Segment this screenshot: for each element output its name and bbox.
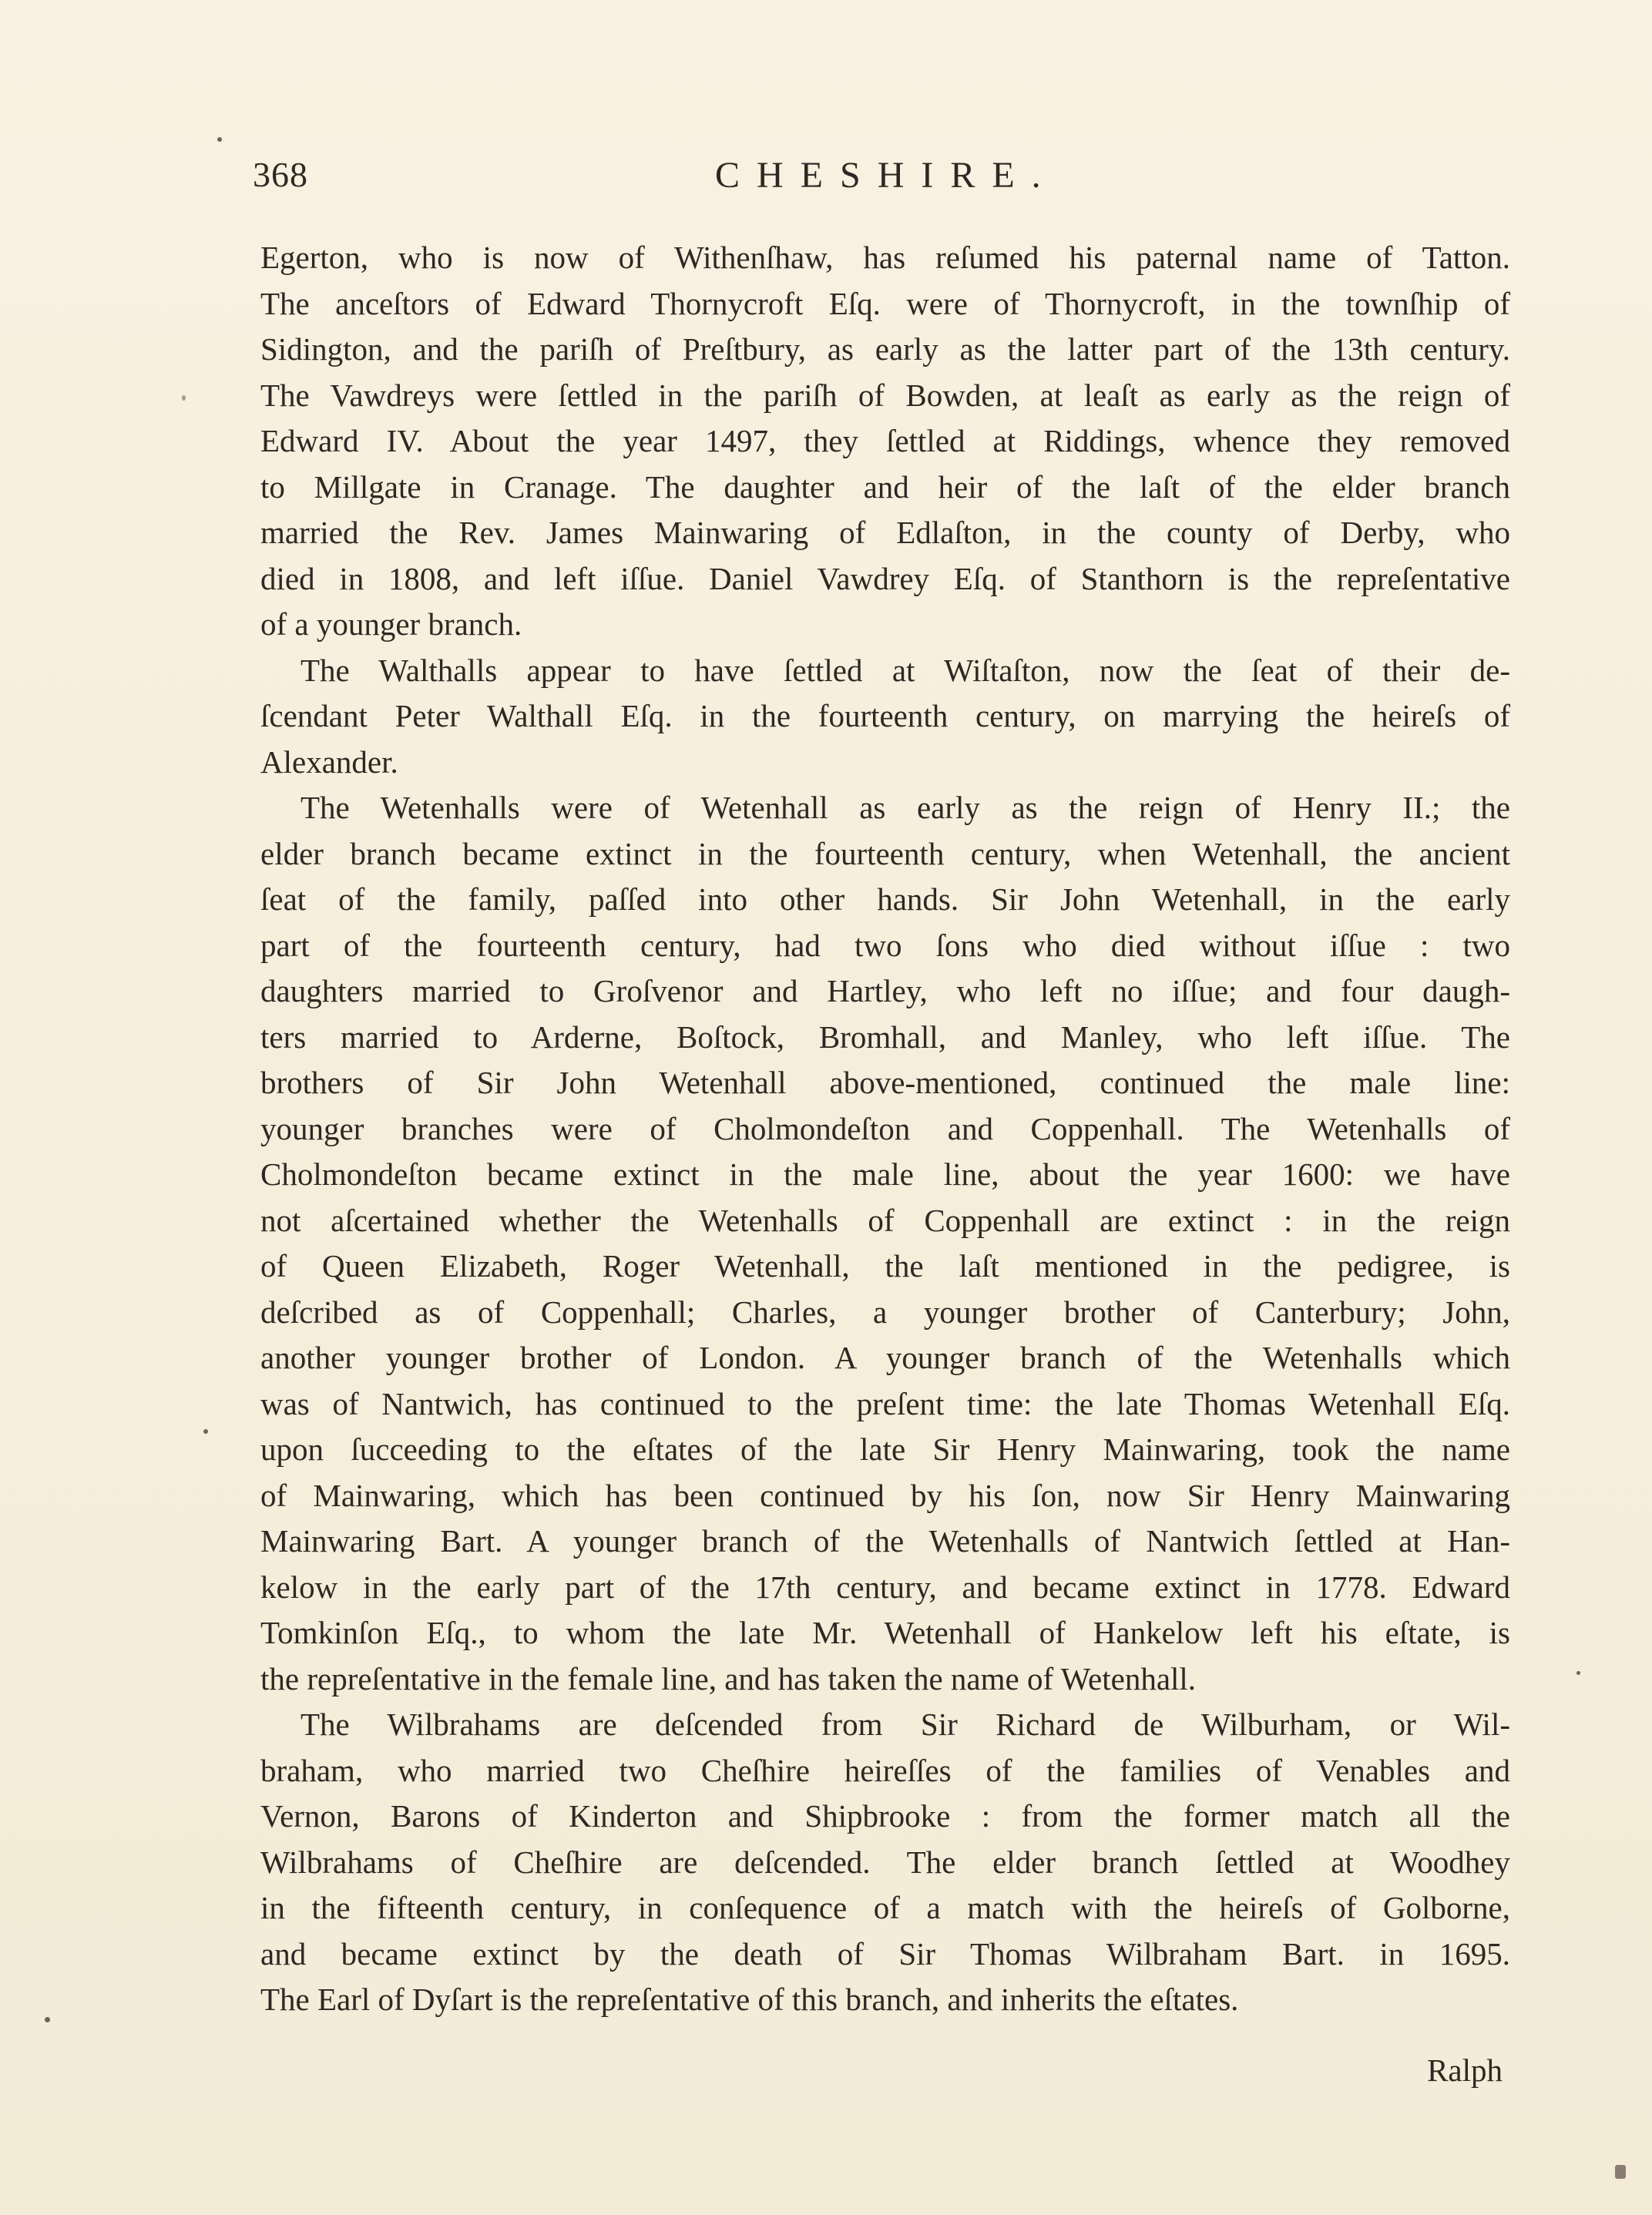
paragraph <box>260 1702 1510 2023</box>
text-line: Cholmondeſton became extinct in the male line, about the year 1600: we have <box>260 1156 1510 1192</box>
text-line: The Vawdreys were ſettled in the pariſh of Bowden, at leaſt as early as the reign of <box>260 377 1510 413</box>
text-line: Vernon, Barons of Kinderton and Shipbrooke : from the former match all the <box>260 1798 1510 1834</box>
text-line: deſcribed as of Coppenhall; Charles, a younger brother of Canterbury; John, <box>260 1294 1510 1330</box>
text-line: in the fifteenth century, in conſequence of a match with the heireſs of Golborne, <box>260 1890 1510 1925</box>
text-line: The Wetenhalls were of Wetenhall as early as the reign of Henry II.; the <box>301 790 1510 825</box>
text-line: another younger brother of London. A younger branch of the Wetenhalls which <box>260 1340 1510 1375</box>
text-line: Wilbrahams of Cheſhire are deſcended. The elder branch ſettled at Woodhey <box>260 1844 1510 1880</box>
text-line: of Queen Elizabeth, Roger Wetenhall, the laſt mentioned in the pedigree, is <box>260 1248 1510 1284</box>
ink-speck <box>217 137 222 142</box>
text-line: married the Rev. James Mainwaring of Edlaſton, in the county of Derby, who <box>260 515 1510 550</box>
text-line: part of the fourteenth century, had two ſons who died without iſſue : two <box>260 927 1510 963</box>
text-line: younger branches were of Cholmondeſton and Coppenhall. The Wetenhalls of <box>260 1110 1510 1146</box>
text-line: elder branch became extinct in the fourteenth century, when Wetenhall, the ancient <box>260 835 1510 871</box>
text-line: daughters married to Groſvenor and Hartley, who left no iſſue; and four daugh- <box>260 973 1510 1008</box>
ink-speck <box>1576 1671 1580 1675</box>
text-line: The Walthalls appear to have ſettled at Wiſtaſton, now the ſeat of their de- <box>301 652 1510 688</box>
text-line: upon ſucceeding to the eſtates of the late Sir Henry Mainwaring, took the name <box>260 1431 1510 1467</box>
text-line: kelow in the early part of the 17th century, and became extinct in 1778. Edward <box>260 1569 1510 1605</box>
text-line: Tomkinſon Eſq., to whom the late Mr. Wetenhall of Hankelow left his eſtate, is <box>260 1615 1510 1650</box>
text-line: not aſcertained whether the Wetenhalls of Coppenhall are extinct : in the reign <box>260 1202 1510 1238</box>
text-line: Mainwaring Bart. A younger branch of the Wetenhalls of Nantwich ſettled at Han- <box>260 1523 1510 1559</box>
paragraph <box>260 648 1510 786</box>
text-line: Sidington, and the pariſh of Preſtbury, as early as the latter part of the 13th century. <box>260 331 1510 367</box>
text-line: the repreſentative in the female line, and has taken the name of Wetenhall. <box>260 1660 1197 1696</box>
text-line: to Millgate in Cranage. The daughter and heir of the laſt of the elder branch <box>260 468 1510 505</box>
ink-speck <box>182 395 186 401</box>
page-header <box>253 154 1509 208</box>
text-line: ters married to Arderne, Boſtock, Bromhall, and Manley, who left iſſue. The <box>260 1019 1510 1055</box>
text-line: was of Nantwich, has continued to the preſent time: the late Thomas Wetenhall Eſq. <box>260 1385 1510 1421</box>
paragraph <box>260 235 1510 648</box>
ink-speck <box>1615 2165 1626 2179</box>
text-line: Egerton, who is now of Withenſhaw, has reſumed his paternal name of Tatton. <box>260 240 1510 275</box>
text-line: died in 1808, and left iſſue. Daniel Vawdrey Eſq. of Stanthorn is the repreſentative <box>260 560 1510 596</box>
page-number: 368 <box>253 155 308 194</box>
text-line: of Mainwaring, which has been continued by his ſon, now Sir Henry Mainwaring <box>260 1477 1510 1513</box>
text-line: Edward IV. About the year 1497, they ſettled at Riddings, whence they removed <box>260 423 1510 458</box>
body-text <box>260 235 1510 2023</box>
text-line: The Earl of Dyſart is the repreſentative of this branch, and inherits the eſtates. <box>260 1982 1239 2017</box>
ink-speck <box>203 1429 208 1434</box>
text-line: The anceſtors of Edward Thornycroft Eſq. were of Thornycroft, in the townſhip of <box>260 285 1510 321</box>
text-line: ſeat of the family, paſſed into other hands. Sir John Wetenhall, in the early <box>260 881 1510 917</box>
text-line: braham, who married two Cheſhire heireſſes of the families of Venables and <box>260 1752 1510 1788</box>
text-line: ſcendant Peter Walthall Eſq. in the fourteenth century, on marrying the heireſs of <box>260 698 1510 733</box>
text-line: of a younger branch. <box>260 606 522 642</box>
text-line: brothers of Sir John Wetenhall above-mentioned, continued the male line: <box>260 1065 1510 1100</box>
running-head: CHESHIRE. <box>715 155 1058 196</box>
text-line: The Wilbrahams are deſcended from Sir Richard de Wilburham, or Wil- <box>301 1707 1510 1742</box>
paragraph <box>260 785 1510 1702</box>
text-line: Alexander. <box>260 743 398 780</box>
catchword: Ralph <box>1427 2052 1503 2088</box>
text-line: and became extinct by the death of Sir Thomas Wilbraham Bart. in 1695. <box>260 1935 1510 1972</box>
ink-speck <box>45 2017 50 2022</box>
